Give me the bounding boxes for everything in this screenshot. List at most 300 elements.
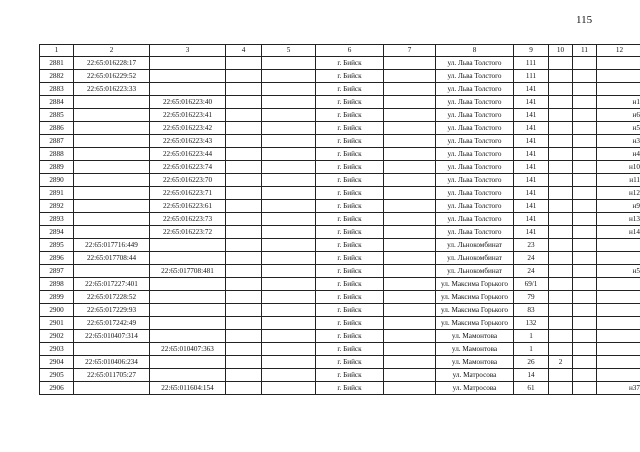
premise-number-cell xyxy=(597,330,640,343)
empty-cell xyxy=(262,239,316,252)
empty-cell xyxy=(226,278,262,291)
premise-cadastral-number xyxy=(150,70,226,83)
row-number: 2882 xyxy=(40,70,74,83)
parcel-cadastral-number xyxy=(74,174,150,187)
house-number-cell: 141 xyxy=(514,122,549,135)
column-header: 1 xyxy=(40,45,74,57)
empty-cell xyxy=(573,382,597,395)
parcel-cadastral-number: 22:65:017716:449 xyxy=(74,239,150,252)
street-cell: ул. Льва Толстого xyxy=(436,174,514,187)
city-cell: г. Бийск xyxy=(316,343,384,356)
empty-cell xyxy=(384,278,436,291)
premise-cadastral-number: 22:65:010407:363 xyxy=(150,343,226,356)
building-cell: 2 xyxy=(549,356,573,369)
house-number-cell: 24 xyxy=(514,252,549,265)
empty-cell xyxy=(573,265,597,278)
empty-cell xyxy=(384,239,436,252)
premise-cadastral-number xyxy=(150,83,226,96)
parcel-cadastral-number: 22:65:017227:401 xyxy=(74,278,150,291)
empty-cell xyxy=(262,382,316,395)
premise-number-cell xyxy=(597,317,640,330)
city-cell: г. Бийск xyxy=(316,83,384,96)
house-number-cell: 61 xyxy=(514,382,549,395)
empty-cell xyxy=(573,109,597,122)
building-cell xyxy=(549,239,573,252)
empty-cell xyxy=(384,57,436,70)
row-number: 2887 xyxy=(40,135,74,148)
empty-cell xyxy=(384,304,436,317)
table-row xyxy=(40,57,640,70)
parcel-cadastral-number: 22:65:016223:33 xyxy=(74,83,150,96)
table-row xyxy=(40,239,640,252)
empty-cell xyxy=(573,187,597,200)
house-number-cell: 141 xyxy=(514,109,549,122)
empty-cell xyxy=(384,369,436,382)
registry-table xyxy=(39,44,640,395)
house-number-cell: 83 xyxy=(514,304,549,317)
building-cell xyxy=(549,109,573,122)
table-row xyxy=(40,330,640,343)
empty-cell xyxy=(262,135,316,148)
parcel-cadastral-number: 22:65:016228:17 xyxy=(74,57,150,70)
premise-number-cell: н4 xyxy=(597,148,640,161)
empty-cell xyxy=(262,252,316,265)
premise-number-cell xyxy=(597,291,640,304)
building-cell xyxy=(549,226,573,239)
house-number-cell: 79 xyxy=(514,291,549,304)
empty-cell xyxy=(226,317,262,330)
empty-cell xyxy=(573,369,597,382)
city-cell: г. Бийск xyxy=(316,330,384,343)
row-number: 2897 xyxy=(40,265,74,278)
empty-cell xyxy=(262,226,316,239)
empty-cell xyxy=(226,343,262,356)
city-cell: г. Бийск xyxy=(316,317,384,330)
empty-cell xyxy=(573,161,597,174)
empty-cell xyxy=(384,382,436,395)
city-cell: г. Бийск xyxy=(316,304,384,317)
parcel-cadastral-number: 22:65:017708:44 xyxy=(74,252,150,265)
empty-cell xyxy=(384,330,436,343)
empty-cell xyxy=(262,330,316,343)
city-cell: г. Бийск xyxy=(316,265,384,278)
house-number-cell: 132 xyxy=(514,317,549,330)
house-number-cell: 14 xyxy=(514,369,549,382)
empty-cell xyxy=(262,213,316,226)
house-number-cell: 141 xyxy=(514,135,549,148)
empty-cell xyxy=(573,200,597,213)
table-row xyxy=(40,317,640,330)
empty-cell xyxy=(226,174,262,187)
row-number: 2905 xyxy=(40,369,74,382)
building-cell xyxy=(549,317,573,330)
premise-cadastral-number: 22:65:016223:73 xyxy=(150,213,226,226)
table-row xyxy=(40,96,640,109)
empty-cell xyxy=(262,122,316,135)
empty-cell xyxy=(226,122,262,135)
house-number-cell: 26 xyxy=(514,356,549,369)
empty-cell xyxy=(226,57,262,70)
parcel-cadastral-number xyxy=(74,161,150,174)
city-cell: г. Бийск xyxy=(316,382,384,395)
row-number: 2906 xyxy=(40,382,74,395)
parcel-cadastral-number xyxy=(74,343,150,356)
premise-cadastral-number: 22:65:011604:154 xyxy=(150,382,226,395)
parcel-cadastral-number xyxy=(74,213,150,226)
premise-cadastral-number xyxy=(150,239,226,252)
table-row xyxy=(40,265,640,278)
row-number: 2904 xyxy=(40,356,74,369)
column-header: 2 xyxy=(74,45,150,57)
parcel-cadastral-number xyxy=(74,96,150,109)
row-number: 2883 xyxy=(40,83,74,96)
empty-cell xyxy=(226,70,262,83)
empty-cell xyxy=(573,96,597,109)
premise-cadastral-number: 22:65:017708:481 xyxy=(150,265,226,278)
empty-cell xyxy=(384,83,436,96)
premise-cadastral-number: 22:65:016223:43 xyxy=(150,135,226,148)
parcel-cadastral-number xyxy=(74,200,150,213)
empty-cell xyxy=(384,109,436,122)
empty-cell xyxy=(384,96,436,109)
empty-cell xyxy=(226,213,262,226)
building-cell xyxy=(549,382,573,395)
empty-cell xyxy=(384,200,436,213)
empty-cell xyxy=(226,369,262,382)
empty-cell xyxy=(573,343,597,356)
column-header: 9 xyxy=(514,45,549,57)
parcel-cadastral-number xyxy=(74,148,150,161)
city-cell: г. Бийск xyxy=(316,252,384,265)
street-cell: ул. Льнокомбинат xyxy=(436,252,514,265)
empty-cell xyxy=(384,343,436,356)
column-header: 10 xyxy=(549,45,573,57)
empty-cell xyxy=(262,356,316,369)
empty-cell xyxy=(262,343,316,356)
building-cell xyxy=(549,278,573,291)
street-cell: ул. Льнокомбинат xyxy=(436,265,514,278)
premise-number-cell: н13 xyxy=(597,213,640,226)
city-cell: г. Бийск xyxy=(316,135,384,148)
building-cell xyxy=(549,304,573,317)
building-cell xyxy=(549,70,573,83)
row-number: 2892 xyxy=(40,200,74,213)
building-cell xyxy=(549,213,573,226)
premise-cadastral-number xyxy=(150,369,226,382)
table-row xyxy=(40,122,640,135)
empty-cell xyxy=(573,135,597,148)
premise-number-cell: н6 xyxy=(597,109,640,122)
premise-number-cell: н37 xyxy=(597,382,640,395)
empty-cell xyxy=(226,148,262,161)
empty-cell xyxy=(262,109,316,122)
premise-number-cell: н1 xyxy=(597,96,640,109)
street-cell: ул. Льва Толстого xyxy=(436,57,514,70)
empty-cell xyxy=(262,70,316,83)
street-cell: ул. Льва Толстого xyxy=(436,83,514,96)
table-row xyxy=(40,343,640,356)
empty-cell xyxy=(573,239,597,252)
house-number-cell: 23 xyxy=(514,239,549,252)
empty-cell xyxy=(262,278,316,291)
premise-number-cell xyxy=(597,57,640,70)
row-number: 2898 xyxy=(40,278,74,291)
row-number: 2885 xyxy=(40,109,74,122)
table-row xyxy=(40,304,640,317)
parcel-cadastral-number: 22:65:017229:93 xyxy=(74,304,150,317)
empty-cell xyxy=(384,135,436,148)
empty-cell xyxy=(262,304,316,317)
building-cell xyxy=(549,161,573,174)
street-cell: ул. Мамонтова xyxy=(436,356,514,369)
table-row xyxy=(40,174,640,187)
empty-cell xyxy=(226,265,262,278)
row-number: 2884 xyxy=(40,96,74,109)
empty-cell xyxy=(384,213,436,226)
city-cell: г. Бийск xyxy=(316,356,384,369)
table-row xyxy=(40,382,640,395)
house-number-cell: 141 xyxy=(514,96,549,109)
column-header: 12 xyxy=(597,45,640,57)
empty-cell xyxy=(573,356,597,369)
premise-cadastral-number: 22:65:016223:74 xyxy=(150,161,226,174)
empty-cell xyxy=(226,226,262,239)
table-row xyxy=(40,135,640,148)
city-cell: г. Бийск xyxy=(316,226,384,239)
empty-cell xyxy=(573,70,597,83)
empty-cell xyxy=(262,369,316,382)
premise-number-cell: н12 xyxy=(597,187,640,200)
city-cell: г. Бийск xyxy=(316,200,384,213)
premise-number-cell xyxy=(597,239,640,252)
row-number: 2889 xyxy=(40,161,74,174)
house-number-cell: 1 xyxy=(514,343,549,356)
premise-cadastral-number: 22:65:016223:42 xyxy=(150,122,226,135)
empty-cell xyxy=(262,200,316,213)
house-number-cell: 141 xyxy=(514,161,549,174)
column-header: 5 xyxy=(262,45,316,57)
street-cell: ул. Матросова xyxy=(436,369,514,382)
row-number: 2886 xyxy=(40,122,74,135)
house-number-cell: 111 xyxy=(514,57,549,70)
city-cell: г. Бийск xyxy=(316,109,384,122)
empty-cell xyxy=(262,96,316,109)
empty-cell xyxy=(573,213,597,226)
table-row xyxy=(40,187,640,200)
building-cell xyxy=(549,330,573,343)
empty-cell xyxy=(384,226,436,239)
building-cell xyxy=(549,369,573,382)
street-cell: ул. Льнокомбинат xyxy=(436,239,514,252)
table-row xyxy=(40,356,640,369)
premise-number-cell xyxy=(597,343,640,356)
premise-number-cell: н5 xyxy=(597,122,640,135)
empty-cell xyxy=(573,304,597,317)
premise-cadastral-number: 22:65:016223:44 xyxy=(150,148,226,161)
empty-cell xyxy=(226,187,262,200)
city-cell: г. Бийск xyxy=(316,239,384,252)
table-body xyxy=(40,57,640,395)
empty-cell xyxy=(262,187,316,200)
city-cell: г. Бийск xyxy=(316,278,384,291)
city-cell: г. Бийск xyxy=(316,291,384,304)
street-cell: ул. Мамонтова xyxy=(436,343,514,356)
street-cell: ул. Льва Толстого xyxy=(436,161,514,174)
table-row xyxy=(40,83,640,96)
street-cell: ул. Максима Горького xyxy=(436,304,514,317)
premise-number-cell xyxy=(597,70,640,83)
city-cell: г. Бийск xyxy=(316,70,384,83)
premise-cadastral-number xyxy=(150,356,226,369)
premise-cadastral-number xyxy=(150,291,226,304)
street-cell: ул. Максима Горького xyxy=(436,291,514,304)
table-row xyxy=(40,109,640,122)
row-number: 2894 xyxy=(40,226,74,239)
row-number: 2901 xyxy=(40,317,74,330)
column-header: 8 xyxy=(436,45,514,57)
premise-number-cell xyxy=(597,356,640,369)
premise-number-cell xyxy=(597,83,640,96)
empty-cell xyxy=(573,148,597,161)
premise-number-cell xyxy=(597,369,640,382)
street-cell: ул. Максима Горького xyxy=(436,278,514,291)
street-cell: ул. Льва Толстого xyxy=(436,187,514,200)
street-cell: ул. Льва Толстого xyxy=(436,148,514,161)
empty-cell xyxy=(573,291,597,304)
empty-cell xyxy=(384,317,436,330)
city-cell: г. Бийск xyxy=(316,213,384,226)
building-cell xyxy=(549,83,573,96)
empty-cell xyxy=(226,96,262,109)
table-row xyxy=(40,278,640,291)
street-cell: ул. Льва Толстого xyxy=(436,213,514,226)
premise-number-cell: н14 xyxy=(597,226,640,239)
empty-cell xyxy=(226,200,262,213)
parcel-cadastral-number xyxy=(74,382,150,395)
column-header: 3 xyxy=(150,45,226,57)
premise-cadastral-number xyxy=(150,278,226,291)
column-header: 6 xyxy=(316,45,384,57)
house-number-cell: 141 xyxy=(514,213,549,226)
parcel-cadastral-number xyxy=(74,135,150,148)
house-number-cell: 141 xyxy=(514,148,549,161)
premise-number-cell xyxy=(597,304,640,317)
premise-cadastral-number xyxy=(150,330,226,343)
row-number: 2890 xyxy=(40,174,74,187)
premise-cadastral-number xyxy=(150,304,226,317)
building-cell xyxy=(549,200,573,213)
empty-cell xyxy=(573,252,597,265)
empty-cell xyxy=(384,70,436,83)
empty-cell xyxy=(384,148,436,161)
parcel-cadastral-number: 22:65:016229:52 xyxy=(74,70,150,83)
empty-cell xyxy=(226,291,262,304)
premise-number-cell: н9 xyxy=(597,200,640,213)
city-cell: г. Бийск xyxy=(316,187,384,200)
parcel-cadastral-number: 22:65:010407:314 xyxy=(74,330,150,343)
street-cell: ул. Максима Горького xyxy=(436,317,514,330)
column-header: 7 xyxy=(384,45,436,57)
empty-cell xyxy=(384,252,436,265)
house-number-cell: 141 xyxy=(514,174,549,187)
empty-cell xyxy=(226,330,262,343)
empty-cell xyxy=(384,356,436,369)
house-number-cell: 141 xyxy=(514,83,549,96)
row-number: 2902 xyxy=(40,330,74,343)
city-cell: г. Бийск xyxy=(316,369,384,382)
house-number-cell: 1 xyxy=(514,330,549,343)
premise-cadastral-number xyxy=(150,317,226,330)
empty-cell xyxy=(262,57,316,70)
street-cell: ул. Льва Толстого xyxy=(436,200,514,213)
premise-cadastral-number: 22:65:016223:72 xyxy=(150,226,226,239)
page-number: 115 xyxy=(576,14,593,26)
empty-cell xyxy=(226,135,262,148)
building-cell xyxy=(549,148,573,161)
empty-cell xyxy=(262,291,316,304)
empty-cell xyxy=(384,174,436,187)
empty-cell xyxy=(262,265,316,278)
empty-cell xyxy=(262,317,316,330)
premise-cadastral-number: 22:65:016223:70 xyxy=(150,174,226,187)
house-number-cell: 111 xyxy=(514,70,549,83)
premise-number-cell xyxy=(597,278,640,291)
city-cell: г. Бийск xyxy=(316,161,384,174)
house-number-cell: 24 xyxy=(514,265,549,278)
row-number: 2896 xyxy=(40,252,74,265)
row-number: 2895 xyxy=(40,239,74,252)
parcel-cadastral-number xyxy=(74,265,150,278)
premise-number-cell: н11 xyxy=(597,174,640,187)
parcel-cadastral-number: 22:65:017242:49 xyxy=(74,317,150,330)
parcel-cadastral-number: 22:65:011705:27 xyxy=(74,369,150,382)
empty-cell xyxy=(226,382,262,395)
street-cell: ул. Мамонтова xyxy=(436,330,514,343)
building-cell xyxy=(549,57,573,70)
empty-cell xyxy=(262,148,316,161)
parcel-cadastral-number: 22:65:010406:234 xyxy=(74,356,150,369)
row-number: 2881 xyxy=(40,57,74,70)
building-cell xyxy=(549,187,573,200)
table-row xyxy=(40,161,640,174)
premise-cadastral-number: 22:65:016223:41 xyxy=(150,109,226,122)
house-number-cell: 141 xyxy=(514,200,549,213)
city-cell: г. Бийск xyxy=(316,148,384,161)
row-number: 2888 xyxy=(40,148,74,161)
street-cell: ул. Льва Толстого xyxy=(436,226,514,239)
street-cell: ул. Льва Толстого xyxy=(436,135,514,148)
table-row xyxy=(40,369,640,382)
empty-cell xyxy=(384,265,436,278)
empty-cell xyxy=(573,174,597,187)
table-row xyxy=(40,291,640,304)
empty-cell xyxy=(384,161,436,174)
empty-cell xyxy=(384,187,436,200)
street-cell: ул. Льва Толстого xyxy=(436,96,514,109)
row-number: 2891 xyxy=(40,187,74,200)
column-header: 4 xyxy=(226,45,262,57)
city-cell: г. Бийск xyxy=(316,57,384,70)
row-number: 2900 xyxy=(40,304,74,317)
table-row xyxy=(40,148,640,161)
row-number: 2903 xyxy=(40,343,74,356)
street-cell: ул. Льва Толстого xyxy=(436,122,514,135)
building-cell xyxy=(549,252,573,265)
premise-cadastral-number: 22:65:016223:71 xyxy=(150,187,226,200)
empty-cell xyxy=(384,291,436,304)
premise-number-cell xyxy=(597,252,640,265)
house-number-cell: 141 xyxy=(514,226,549,239)
